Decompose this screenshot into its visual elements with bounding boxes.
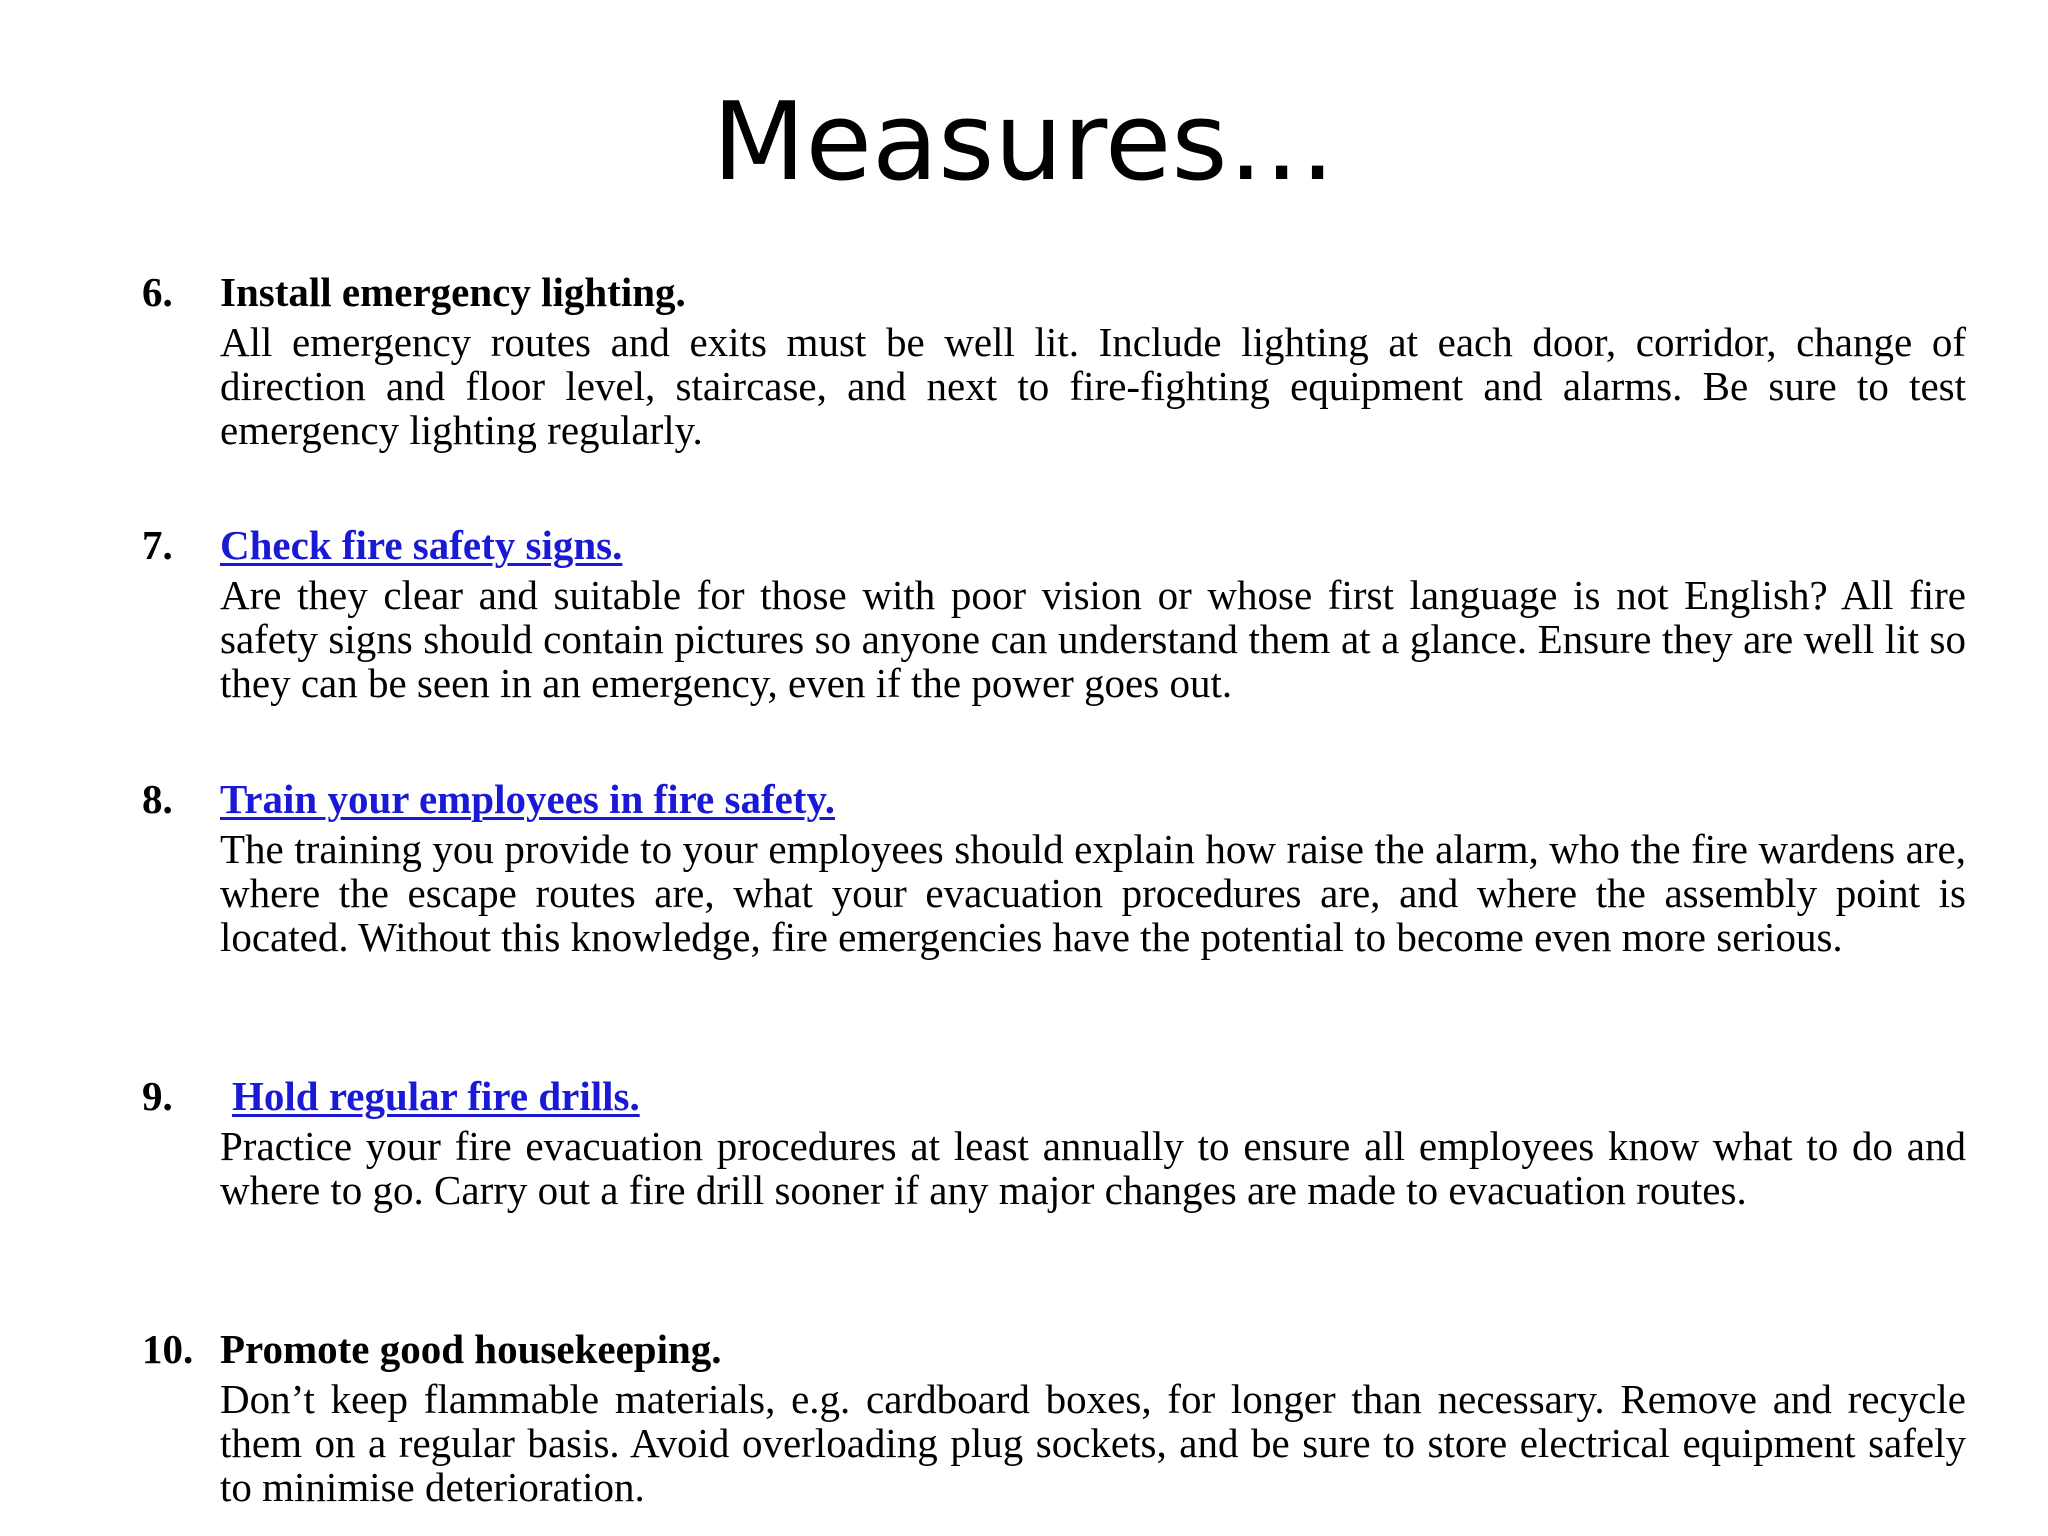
- item-number: 6.: [142, 269, 173, 315]
- item-body: Are they clear and suitable for those with poor vision or whose first language is not English? All fire safety signs should contain pictures so anyone can understand them at a glance. Ensure they are well lit so they can be seen in an emergency, even if the power goes out.: [220, 572, 1966, 706]
- item-body: Practice your fire evacuation procedures at least annually to ensure all employees know what to do and where to go. Carry out a fire drill sooner if any major changes are made to evacuation routes.: [220, 1123, 1966, 1213]
- item-heading-link[interactable]: Check fire safety signs.: [220, 522, 623, 568]
- item-body: Don’t keep flammable materials, e.g. cardboard boxes, for longer than necessary. Remove and recycle them on a regular basis. Avoid overloading plug sockets, and be sure to store electrical equipment safely to minimise deterioration.: [220, 1376, 1966, 1510]
- item-heading: Promote good housekeeping.: [220, 1326, 722, 1372]
- item-body: The training you provide to your employees should explain how raise the alarm, who the fire wardens are, where the escape routes are, what your evacuation procedures are, and where the assembly point is located. Without this knowledge, fire emergencies have the potential to become even more serious.: [220, 826, 1966, 960]
- slide-title: Measures…: [712, 80, 1336, 205]
- item-number: 8.: [142, 776, 173, 822]
- item-number: 7.: [142, 522, 173, 568]
- item-body: All emergency routes and exits must be well lit. Include lighting at each door, corridor, change of direction and floor level, staircase, and next to fire-fighting equipment and alarms. Be sure to test emergency lighting regularly.: [220, 319, 1966, 453]
- item-number: 10.: [142, 1326, 194, 1372]
- item-number: 9.: [142, 1073, 173, 1119]
- item-heading: Install emergency lighting.: [220, 269, 686, 315]
- item-heading-link[interactable]: Train your employees in fire safety.: [220, 776, 835, 822]
- item-heading-link[interactable]: Hold regular fire drills.: [232, 1073, 640, 1119]
